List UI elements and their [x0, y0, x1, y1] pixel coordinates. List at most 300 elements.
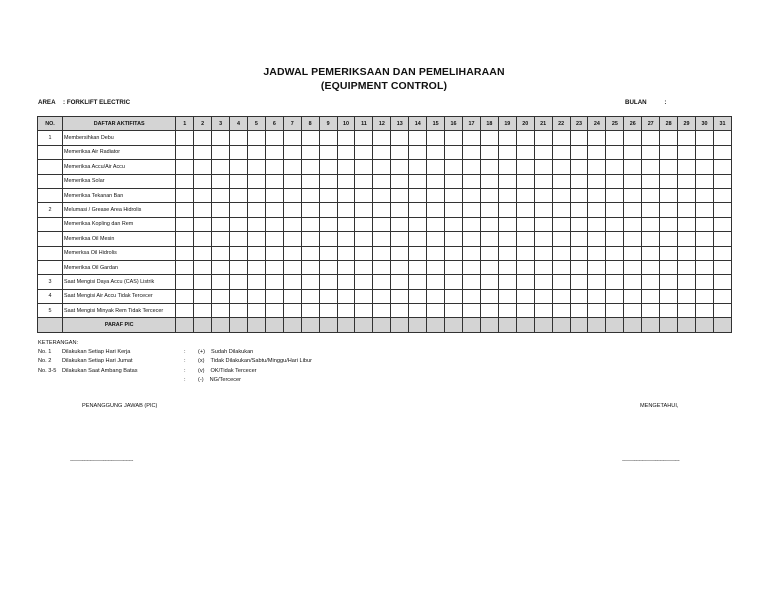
day-cell[interactable]: [230, 260, 248, 274]
day-cell[interactable]: [427, 217, 445, 231]
day-cell[interactable]: [230, 160, 248, 174]
day-cell[interactable]: [480, 174, 498, 188]
day-cell[interactable]: [230, 246, 248, 260]
day-cell[interactable]: [283, 304, 301, 318]
day-cell[interactable]: [176, 160, 194, 174]
day-cell[interactable]: [445, 188, 463, 202]
day-cell[interactable]: [265, 275, 283, 289]
day-cell[interactable]: [642, 217, 660, 231]
day-cell[interactable]: [445, 232, 463, 246]
day-cell[interactable]: [409, 145, 427, 159]
day-cell[interactable]: [373, 203, 391, 217]
day-cell[interactable]: [373, 289, 391, 303]
day-cell[interactable]: [373, 217, 391, 231]
day-cell[interactable]: [230, 217, 248, 231]
day-cell[interactable]: [301, 217, 319, 231]
day-cell[interactable]: [283, 260, 301, 274]
day-cell[interactable]: [570, 217, 588, 231]
day-cell[interactable]: [642, 188, 660, 202]
paraf-cell[interactable]: [283, 318, 301, 332]
day-cell[interactable]: [660, 275, 678, 289]
day-cell[interactable]: [445, 145, 463, 159]
day-cell[interactable]: [445, 246, 463, 260]
day-cell[interactable]: [247, 188, 265, 202]
day-cell[interactable]: [427, 246, 445, 260]
day-cell[interactable]: [570, 289, 588, 303]
day-cell[interactable]: [265, 246, 283, 260]
day-cell[interactable]: [409, 131, 427, 145]
paraf-cell[interactable]: [409, 318, 427, 332]
day-cell[interactable]: [427, 174, 445, 188]
day-cell[interactable]: [212, 145, 230, 159]
day-cell[interactable]: [176, 188, 194, 202]
day-cell[interactable]: [713, 174, 731, 188]
day-cell[interactable]: [534, 174, 552, 188]
day-cell[interactable]: [570, 131, 588, 145]
day-cell[interactable]: [212, 260, 230, 274]
day-cell[interactable]: [247, 203, 265, 217]
day-cell[interactable]: [301, 188, 319, 202]
day-cell[interactable]: [463, 289, 481, 303]
day-cell[interactable]: [516, 289, 534, 303]
paraf-cell[interactable]: [319, 318, 337, 332]
day-cell[interactable]: [355, 203, 373, 217]
paraf-cell[interactable]: [373, 318, 391, 332]
day-cell[interactable]: [283, 275, 301, 289]
day-cell[interactable]: [373, 160, 391, 174]
day-cell[interactable]: [176, 232, 194, 246]
day-cell[interactable]: [373, 188, 391, 202]
day-cell[interactable]: [498, 232, 516, 246]
day-cell[interactable]: [552, 304, 570, 318]
day-cell[interactable]: [283, 232, 301, 246]
day-cell[interactable]: [696, 260, 714, 274]
day-cell[interactable]: [283, 145, 301, 159]
day-cell[interactable]: [194, 203, 212, 217]
day-cell[interactable]: [212, 160, 230, 174]
day-cell[interactable]: [265, 260, 283, 274]
day-cell[interactable]: [606, 275, 624, 289]
day-cell[interactable]: [391, 260, 409, 274]
day-cell[interactable]: [696, 232, 714, 246]
day-cell[interactable]: [427, 131, 445, 145]
paraf-cell[interactable]: [516, 318, 534, 332]
day-cell[interactable]: [355, 174, 373, 188]
day-cell[interactable]: [534, 260, 552, 274]
day-cell[interactable]: [319, 275, 337, 289]
day-cell[interactable]: [194, 304, 212, 318]
day-cell[interactable]: [230, 174, 248, 188]
day-cell[interactable]: [642, 304, 660, 318]
day-cell[interactable]: [283, 203, 301, 217]
paraf-cell[interactable]: [391, 318, 409, 332]
day-cell[interactable]: [445, 289, 463, 303]
day-cell[interactable]: [176, 131, 194, 145]
day-cell[interactable]: [624, 160, 642, 174]
day-cell[interactable]: [337, 145, 355, 159]
day-cell[interactable]: [176, 246, 194, 260]
day-cell[interactable]: [445, 160, 463, 174]
day-cell[interactable]: [534, 131, 552, 145]
paraf-cell[interactable]: [713, 318, 731, 332]
day-cell[interactable]: [696, 203, 714, 217]
day-cell[interactable]: [606, 188, 624, 202]
day-cell[interactable]: [463, 160, 481, 174]
day-cell[interactable]: [516, 160, 534, 174]
day-cell[interactable]: [301, 145, 319, 159]
day-cell[interactable]: [373, 131, 391, 145]
day-cell[interactable]: [194, 145, 212, 159]
day-cell[interactable]: [463, 188, 481, 202]
day-cell[interactable]: [678, 188, 696, 202]
day-cell[interactable]: [391, 232, 409, 246]
day-cell[interactable]: [570, 174, 588, 188]
day-cell[interactable]: [480, 304, 498, 318]
day-cell[interactable]: [642, 246, 660, 260]
day-cell[interactable]: [552, 145, 570, 159]
day-cell[interactable]: [337, 217, 355, 231]
day-cell[interactable]: [660, 203, 678, 217]
day-cell[interactable]: [480, 160, 498, 174]
day-cell[interactable]: [319, 131, 337, 145]
day-cell[interactable]: [570, 275, 588, 289]
day-cell[interactable]: [212, 275, 230, 289]
day-cell[interactable]: [552, 232, 570, 246]
day-cell[interactable]: [498, 246, 516, 260]
day-cell[interactable]: [247, 275, 265, 289]
day-cell[interactable]: [606, 174, 624, 188]
day-cell[interactable]: [570, 232, 588, 246]
day-cell[interactable]: [552, 246, 570, 260]
day-cell[interactable]: [534, 203, 552, 217]
day-cell[interactable]: [463, 260, 481, 274]
day-cell[interactable]: [409, 304, 427, 318]
day-cell[interactable]: [337, 131, 355, 145]
day-cell[interactable]: [588, 203, 606, 217]
day-cell[interactable]: [194, 246, 212, 260]
day-cell[interactable]: [283, 131, 301, 145]
day-cell[interactable]: [427, 203, 445, 217]
day-cell[interactable]: [212, 246, 230, 260]
day-cell[interactable]: [588, 304, 606, 318]
day-cell[interactable]: [230, 203, 248, 217]
day-cell[interactable]: [516, 304, 534, 318]
day-cell[interactable]: [445, 131, 463, 145]
paraf-cell[interactable]: [212, 318, 230, 332]
day-cell[interactable]: [463, 275, 481, 289]
day-cell[interactable]: [445, 203, 463, 217]
day-cell[interactable]: [265, 203, 283, 217]
paraf-cell[interactable]: [463, 318, 481, 332]
day-cell[interactable]: [355, 160, 373, 174]
day-cell[interactable]: [570, 260, 588, 274]
day-cell[interactable]: [355, 232, 373, 246]
day-cell[interactable]: [696, 145, 714, 159]
day-cell[interactable]: [409, 246, 427, 260]
day-cell[interactable]: [606, 217, 624, 231]
day-cell[interactable]: [713, 246, 731, 260]
day-cell[interactable]: [176, 217, 194, 231]
paraf-cell[interactable]: [194, 318, 212, 332]
day-cell[interactable]: [660, 260, 678, 274]
paraf-cell[interactable]: [696, 318, 714, 332]
paraf-cell[interactable]: [265, 318, 283, 332]
day-cell[interactable]: [678, 275, 696, 289]
paraf-cell[interactable]: [445, 318, 463, 332]
day-cell[interactable]: [337, 304, 355, 318]
day-cell[interactable]: [355, 246, 373, 260]
day-cell[interactable]: [588, 232, 606, 246]
day-cell[interactable]: [301, 174, 319, 188]
day-cell[interactable]: [696, 131, 714, 145]
day-cell[interactable]: [678, 131, 696, 145]
day-cell[interactable]: [409, 275, 427, 289]
paraf-cell[interactable]: [230, 318, 248, 332]
day-cell[interactable]: [480, 260, 498, 274]
day-cell[interactable]: [516, 275, 534, 289]
day-cell[interactable]: [480, 145, 498, 159]
day-cell[interactable]: [552, 160, 570, 174]
day-cell[interactable]: [534, 188, 552, 202]
day-cell[interactable]: [194, 174, 212, 188]
day-cell[interactable]: [283, 160, 301, 174]
day-cell[interactable]: [696, 289, 714, 303]
day-cell[interactable]: [265, 131, 283, 145]
day-cell[interactable]: [427, 260, 445, 274]
day-cell[interactable]: [283, 188, 301, 202]
day-cell[interactable]: [624, 131, 642, 145]
day-cell[interactable]: [606, 203, 624, 217]
day-cell[interactable]: [713, 145, 731, 159]
day-cell[interactable]: [588, 217, 606, 231]
day-cell[interactable]: [265, 217, 283, 231]
paraf-cell[interactable]: [588, 318, 606, 332]
paraf-cell[interactable]: [678, 318, 696, 332]
day-cell[interactable]: [391, 174, 409, 188]
day-cell[interactable]: [642, 203, 660, 217]
day-cell[interactable]: [427, 160, 445, 174]
day-cell[interactable]: [230, 232, 248, 246]
day-cell[interactable]: [230, 289, 248, 303]
day-cell[interactable]: [480, 203, 498, 217]
day-cell[interactable]: [337, 203, 355, 217]
day-cell[interactable]: [373, 304, 391, 318]
day-cell[interactable]: [534, 160, 552, 174]
day-cell[interactable]: [696, 304, 714, 318]
day-cell[interactable]: [373, 232, 391, 246]
day-cell[interactable]: [678, 289, 696, 303]
day-cell[interactable]: [176, 275, 194, 289]
day-cell[interactable]: [642, 174, 660, 188]
day-cell[interactable]: [301, 232, 319, 246]
day-cell[interactable]: [570, 188, 588, 202]
day-cell[interactable]: [624, 232, 642, 246]
day-cell[interactable]: [660, 131, 678, 145]
day-cell[interactable]: [265, 145, 283, 159]
day-cell[interactable]: [319, 246, 337, 260]
paraf-cell[interactable]: [427, 318, 445, 332]
day-cell[interactable]: [409, 289, 427, 303]
day-cell[interactable]: [480, 246, 498, 260]
day-cell[interactable]: [301, 203, 319, 217]
day-cell[interactable]: [552, 275, 570, 289]
day-cell[interactable]: [301, 289, 319, 303]
day-cell[interactable]: [355, 260, 373, 274]
day-cell[interactable]: [230, 131, 248, 145]
day-cell[interactable]: [176, 203, 194, 217]
day-cell[interactable]: [337, 160, 355, 174]
day-cell[interactable]: [516, 203, 534, 217]
day-cell[interactable]: [176, 289, 194, 303]
day-cell[interactable]: [265, 232, 283, 246]
day-cell[interactable]: [265, 188, 283, 202]
day-cell[interactable]: [212, 203, 230, 217]
day-cell[interactable]: [498, 289, 516, 303]
day-cell[interactable]: [678, 260, 696, 274]
day-cell[interactable]: [427, 145, 445, 159]
day-cell[interactable]: [373, 275, 391, 289]
day-cell[interactable]: [463, 304, 481, 318]
day-cell[interactable]: [337, 188, 355, 202]
day-cell[interactable]: [606, 260, 624, 274]
day-cell[interactable]: [516, 174, 534, 188]
day-cell[interactable]: [552, 289, 570, 303]
day-cell[interactable]: [534, 145, 552, 159]
day-cell[interactable]: [534, 289, 552, 303]
day-cell[interactable]: [247, 131, 265, 145]
day-cell[interactable]: [212, 174, 230, 188]
day-cell[interactable]: [427, 289, 445, 303]
paraf-cell[interactable]: [552, 318, 570, 332]
day-cell[interactable]: [624, 289, 642, 303]
day-cell[interactable]: [498, 145, 516, 159]
day-cell[interactable]: [337, 174, 355, 188]
day-cell[interactable]: [498, 174, 516, 188]
day-cell[interactable]: [355, 145, 373, 159]
day-cell[interactable]: [552, 260, 570, 274]
day-cell[interactable]: [480, 289, 498, 303]
day-cell[interactable]: [319, 217, 337, 231]
day-cell[interactable]: [624, 246, 642, 260]
day-cell[interactable]: [355, 131, 373, 145]
day-cell[interactable]: [713, 131, 731, 145]
day-cell[interactable]: [696, 246, 714, 260]
day-cell[interactable]: [355, 304, 373, 318]
day-cell[interactable]: [427, 188, 445, 202]
day-cell[interactable]: [713, 260, 731, 274]
paraf-cell[interactable]: [480, 318, 498, 332]
day-cell[interactable]: [391, 246, 409, 260]
day-cell[interactable]: [194, 188, 212, 202]
day-cell[interactable]: [660, 145, 678, 159]
day-cell[interactable]: [588, 260, 606, 274]
day-cell[interactable]: [247, 289, 265, 303]
day-cell[interactable]: [463, 145, 481, 159]
paraf-cell[interactable]: [301, 318, 319, 332]
day-cell[interactable]: [230, 304, 248, 318]
day-cell[interactable]: [194, 289, 212, 303]
day-cell[interactable]: [516, 260, 534, 274]
day-cell[interactable]: [373, 246, 391, 260]
day-cell[interactable]: [283, 217, 301, 231]
day-cell[interactable]: [713, 203, 731, 217]
day-cell[interactable]: [373, 260, 391, 274]
day-cell[interactable]: [534, 246, 552, 260]
day-cell[interactable]: [516, 217, 534, 231]
day-cell[interactable]: [516, 145, 534, 159]
day-cell[interactable]: [391, 304, 409, 318]
day-cell[interactable]: [660, 304, 678, 318]
day-cell[interactable]: [212, 289, 230, 303]
day-cell[interactable]: [696, 174, 714, 188]
day-cell[interactable]: [480, 275, 498, 289]
day-cell[interactable]: [337, 232, 355, 246]
day-cell[interactable]: [283, 289, 301, 303]
day-cell[interactable]: [319, 174, 337, 188]
day-cell[interactable]: [247, 304, 265, 318]
day-cell[interactable]: [660, 232, 678, 246]
day-cell[interactable]: [391, 275, 409, 289]
day-cell[interactable]: [301, 275, 319, 289]
day-cell[interactable]: [552, 131, 570, 145]
day-cell[interactable]: [606, 131, 624, 145]
day-cell[interactable]: [534, 304, 552, 318]
day-cell[interactable]: [319, 145, 337, 159]
day-cell[interactable]: [445, 275, 463, 289]
day-cell[interactable]: [516, 188, 534, 202]
day-cell[interactable]: [642, 232, 660, 246]
day-cell[interactable]: [445, 260, 463, 274]
day-cell[interactable]: [265, 174, 283, 188]
day-cell[interactable]: [391, 217, 409, 231]
day-cell[interactable]: [265, 160, 283, 174]
day-cell[interactable]: [463, 217, 481, 231]
day-cell[interactable]: [373, 174, 391, 188]
paraf-cell[interactable]: [498, 318, 516, 332]
day-cell[interactable]: [319, 160, 337, 174]
day-cell[interactable]: [480, 217, 498, 231]
day-cell[interactable]: [337, 260, 355, 274]
day-cell[interactable]: [463, 232, 481, 246]
day-cell[interactable]: [355, 188, 373, 202]
day-cell[interactable]: [194, 160, 212, 174]
day-cell[interactable]: [176, 260, 194, 274]
day-cell[interactable]: [498, 260, 516, 274]
day-cell[interactable]: [516, 131, 534, 145]
day-cell[interactable]: [642, 131, 660, 145]
day-cell[interactable]: [283, 246, 301, 260]
day-cell[interactable]: [678, 304, 696, 318]
day-cell[interactable]: [570, 304, 588, 318]
day-cell[interactable]: [624, 203, 642, 217]
day-cell[interactable]: [427, 275, 445, 289]
day-cell[interactable]: [713, 304, 731, 318]
day-cell[interactable]: [552, 174, 570, 188]
day-cell[interactable]: [570, 246, 588, 260]
day-cell[interactable]: [247, 246, 265, 260]
day-cell[interactable]: [355, 289, 373, 303]
day-cell[interactable]: [713, 217, 731, 231]
day-cell[interactable]: [337, 246, 355, 260]
day-cell[interactable]: [301, 304, 319, 318]
day-cell[interactable]: [588, 188, 606, 202]
day-cell[interactable]: [247, 160, 265, 174]
day-cell[interactable]: [678, 145, 696, 159]
day-cell[interactable]: [194, 275, 212, 289]
day-cell[interactable]: [678, 160, 696, 174]
day-cell[interactable]: [409, 260, 427, 274]
day-cell[interactable]: [230, 145, 248, 159]
